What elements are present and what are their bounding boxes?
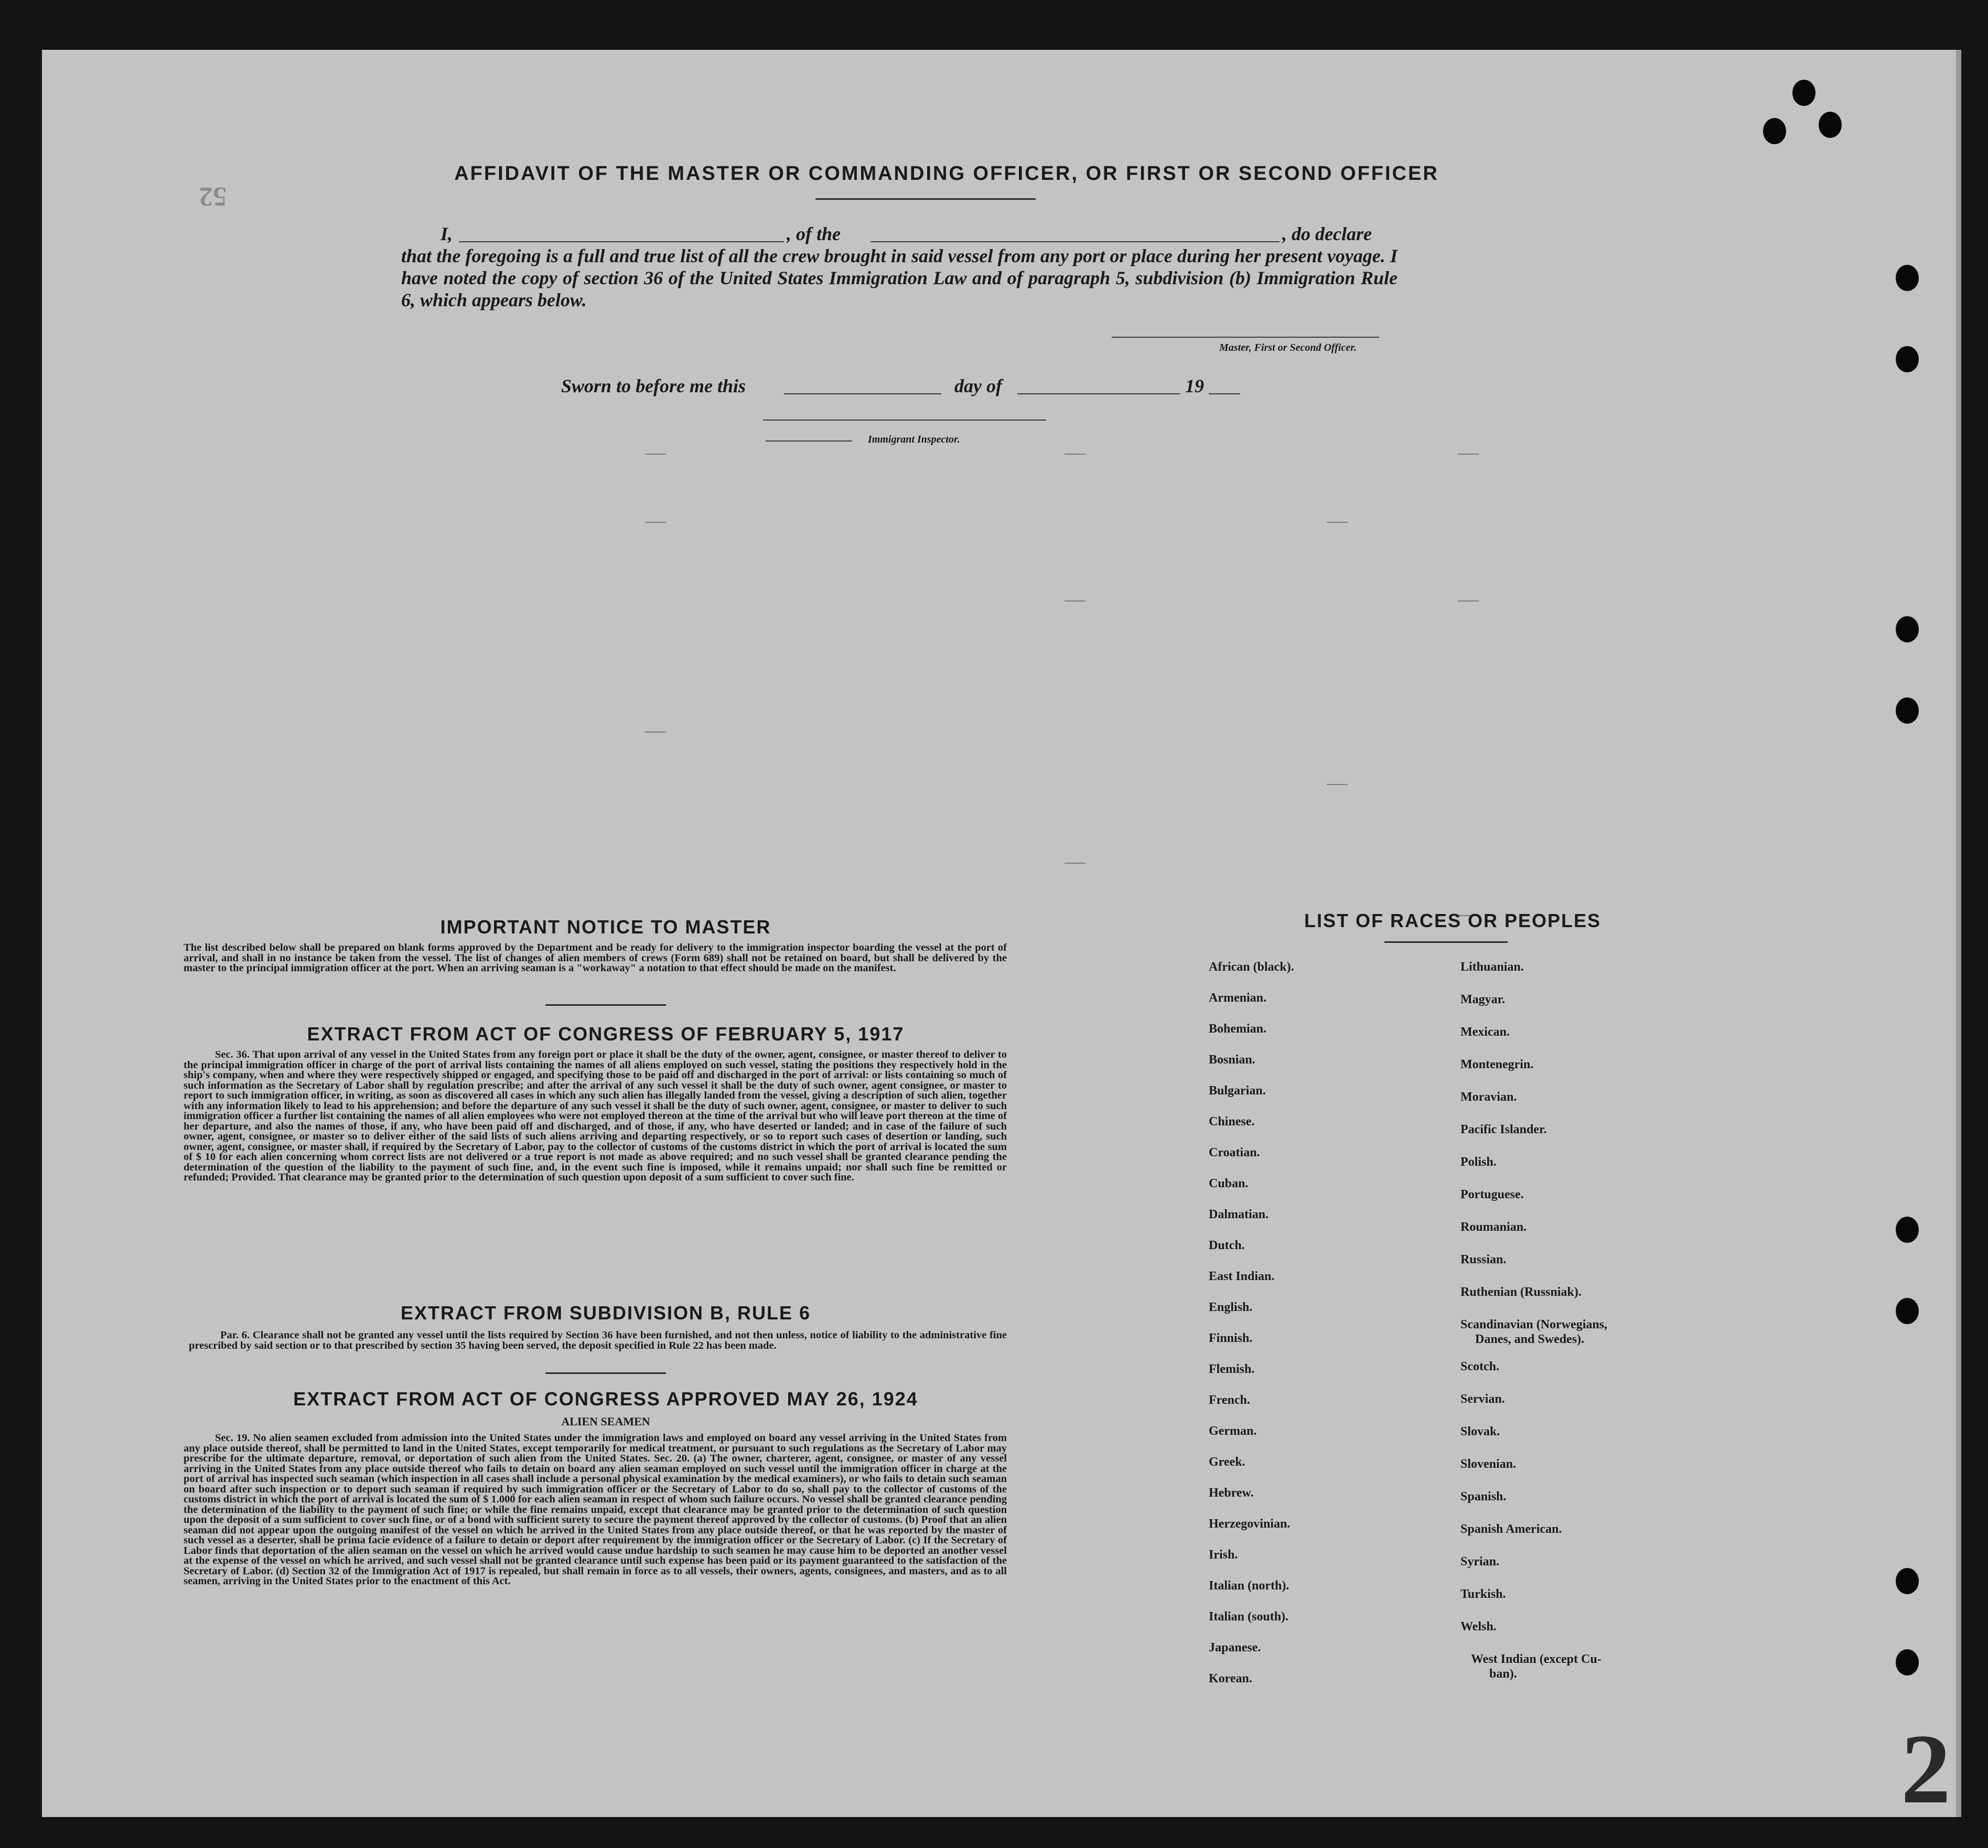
- sworn-day-line[interactable]: [784, 393, 941, 394]
- race-right: Portuguese.: [1460, 1188, 1524, 1201]
- race-left: Bohemian.: [1209, 1022, 1267, 1036]
- punch-hole: [1896, 346, 1919, 372]
- race-left: Japanese.: [1209, 1641, 1261, 1654]
- race-right: Lithuanian.: [1460, 960, 1524, 974]
- race-right: Spanish American.: [1460, 1522, 1562, 1536]
- faint-row-rule: [1327, 522, 1348, 523]
- faint-row-rule: [1327, 784, 1348, 785]
- faint-row-rule: [1458, 454, 1479, 455]
- race-left: Korean.: [1209, 1672, 1252, 1685]
- inspector-signature-line[interactable]: [763, 420, 1046, 421]
- race-left: German.: [1209, 1424, 1257, 1438]
- sworn-month-line[interactable]: [1017, 393, 1180, 394]
- affidavit-i-label: I,: [440, 223, 453, 244]
- faint-row-rule: [1065, 454, 1086, 455]
- faint-row-rule: [645, 732, 666, 733]
- race-right: Scotch.: [1460, 1360, 1499, 1373]
- inspector-short-line: [766, 440, 852, 442]
- punch-hole: [1896, 1217, 1919, 1243]
- faint-row-rule: [1065, 863, 1086, 864]
- officer-signature-label: Master, First or Second Officer.: [1219, 342, 1357, 353]
- subdivision-title: EXTRACT FROM SUBDIVISION B, RULE 6: [400, 1302, 811, 1324]
- punch-hole: [1792, 80, 1815, 106]
- extract-1924-title: EXTRACT FROM ACT OF CONGRESS APPROVED MAY 26, 1924: [293, 1388, 918, 1410]
- affidavit-body: that the foregoing is a full and true list of all the crew brought in said vessel from any port or place during her present voyage. I have noted the copy of section 36 of the United States Immigration Law and of paragraph 5, subdivision (b) Immigration Rule 6, which appears below.: [401, 245, 1398, 310]
- race-left: Greek.: [1209, 1455, 1245, 1469]
- title-rule: [815, 198, 1036, 200]
- faint-row-rule: [645, 522, 666, 523]
- year-label: 19: [1185, 375, 1204, 396]
- extract-1917-body: Sec. 36. That upon arrival of any vessel in the United States from any foreign port or place it shall be the duty of the owner, agent, consignee, or master thereof to deliver to the principal immigration officer in charge of the port of arrival lists containing the names of all aliens employed on such vessel, stating the positions they respectively hold in the ship's company, when and where they were respectively shipped or engaged, and specifying those to be paid off and discharged in the port of arrival: or lists containing so much of such information as the Secretary of Labor shall by regulation prescribe; and after the arrival of any such vessel it shall be the duty of such owner, agent consignee, or master to report to such immigration officer, in writing, as soon as discovered all cases in which any such alien has illegally landed from the vessel, giving a description of such alien, together with any information likely to lead to his apprehension; and before the departure of any such vessel it shall be the duty of such owner, agent, consignee, or master to deliver to such immigration officer a further list containing the names of all alien employees who were not employed thereon at the time of the arrival but who will leave port thereon at the time of her departure, and also the names of those, if any, who have been paid off and discharged, and of those, if any, who have deserted or landed; and in case of the failure of such owner, agent, consignee, or master so to deliver either of the said lists of such aliens arriving and departing respectively, or so to report such cases of desertion or landing, such owner, agent, consignee, or master shall, if required by the Secretary of Labor, pay to the collector of customs of the customs district in which the port of arrival is located the sum of $ 10 for each alien concerning whom correct lists are not delivered or a true report is not made as above required; and no such vessel shall be granted clearance pending the determination of the question of the liability to the payment of such fine, and, in the event such fine is imposed, while it remains unpaid; nor shall such fine be remitted or refunded; Provided. That clearance may be granted prior to the determination of such question upon deposit of a sum sufficient to cover such fine.: [184, 1049, 1007, 1183]
- race-left: Herzegovinian.: [1209, 1517, 1291, 1531]
- officer-signature-line[interactable]: [1112, 337, 1379, 338]
- race-right: Turkish.: [1460, 1587, 1506, 1601]
- extract-1924-body: Sec. 19. No alien seamen excluded from admission into the United States under the immigration laws and employed on board any vessel arriving in the United States from any place outside thereof, shall be permitted to land in the United States, except temporarily for medical treatment, or pursuant to such regulations as the Secretary of Labor may prescribe for the ultimate departure, removal, or deportation of such alien from the United States. Sec. 20. (a) The owner, charterer, agent, consignee, or master of any vessel arriving in the United States from any place outside thereof who fails to detain on board any alien seaman employed on such vessel until the immigration officer in charge at the port of arrival has inspected such seaman (which inspection in all cases shall include a personal physical examination by the medical examiners), or who fails to detain such seaman on board after such inspection or to deport such seaman if required by such immigration officer or the Secretary of Labor to do so, shall pay to the collector of customs of the customs district in which the port of arrival is located the sum of $ 1.000 for each alien seaman in respect of whom such failure occurs. No vessel shall be granted clearance pending the determination of the liability to the payment of such fine; or while the fine remains unpaid, except that clearance may be granted prior to the determination of such question upon the deposit of a sum sufficient to cover such fine, or of a bond with sufficient surety to secure the payment thereof approved by the collector of customs. (b) Proof that an alien seaman did not appear upon the outgoing manifest of the vessel on which he arrived in the United States from any place outside thereof, or that he was reported by the master of such vessel as a deserter, shall be prima facie evidence of a failure to detain or deport after requirement by the immigration officer or the Secretary of Labor. (c) If the Secretary of Labor finds that deportation of the alien seaman on the vessel on which he arrived would cause undue hardship to such seamen he may cause him to be deported an another vessel at the expense of the vessel on which he arrived, and such vessel shall not be granted clearance until such expense has been paid or its payment guaranteed to the satisfaction of the Secretary of Labor. (d) Section 32 of the Immigration Act of 1917 is repealed, but shall remain in force as to all vessels, their owners, agents, consignees, and masters, and as to all seamen, arriving in the United States prior to the enactment of this Act.: [184, 1432, 1007, 1587]
- race-left: Bulgarian.: [1209, 1084, 1266, 1098]
- punch-hole: [1896, 616, 1919, 642]
- race-right: Scandinavian (Norwegians,: [1460, 1318, 1608, 1331]
- race-right: Moravian.: [1460, 1090, 1517, 1104]
- sworn-label: Sworn to before me this: [561, 375, 746, 396]
- race-right: West Indian (except Cu-: [1471, 1652, 1602, 1666]
- race-right: Slovak.: [1460, 1425, 1500, 1438]
- notice-rule: [545, 1004, 666, 1006]
- race-right: Slovenian.: [1460, 1457, 1517, 1471]
- notice-body: The list described below shall be prepared on blank forms approved by the Department and be ready for delivery to the immigration inspector boarding the vessel at the port of arrival, and shall in no instance be taken from the vessel. The list of changes of alien members of crews (Form 689) shall not be retained on board, but shall be delivered by the master to the principal immigration officer at the port. When an arriving seaman is a "workaway" a notation to that effect should be made on the manifest.: [184, 942, 1007, 974]
- affidavit-declare-label: , do declare: [1282, 223, 1372, 244]
- punch-hole: [1896, 265, 1919, 291]
- race-left: Armenian.: [1209, 991, 1266, 1005]
- subdivision-body: Par. 6. Clearance shall not be granted any vessel until the lists required by Section 36 have been furnished, and not then unless, notice of liability to the administrative fine prescribed by said section or to that prescribed by section 35 having been served, the deposit specified in Rule 22 has been made.: [189, 1329, 1007, 1351]
- race-right: Welsh.: [1460, 1620, 1497, 1634]
- race-left: Italian (north).: [1209, 1579, 1289, 1593]
- race-right: Danes, and Swedes).: [1475, 1333, 1585, 1346]
- race-left: Dutch.: [1209, 1239, 1245, 1252]
- race-right: Ruthenian (Russniak).: [1460, 1285, 1582, 1299]
- faint-row-rule: [1458, 600, 1479, 601]
- race-right: Mexican.: [1460, 1025, 1510, 1039]
- extract-1917-title: EXTRACT FROM ACT OF CONGRESS OF FEBRUARY 5, 1917: [307, 1023, 905, 1045]
- races-title: LIST OF RACES OR PEOPLES: [1304, 910, 1602, 931]
- race-left: English.: [1209, 1301, 1253, 1314]
- punch-hole: [1896, 1649, 1919, 1675]
- sworn-year-line[interactable]: [1209, 393, 1240, 394]
- race-left: Bosnian.: [1209, 1053, 1255, 1067]
- day-of-label: day of: [954, 375, 1002, 396]
- name-field-line[interactable]: [459, 241, 784, 242]
- race-right: Polish.: [1460, 1155, 1497, 1169]
- race-left: East Indian.: [1209, 1270, 1275, 1283]
- document-page: [42, 50, 1961, 1817]
- race-left: Dalmatian.: [1209, 1208, 1269, 1221]
- race-left: Cuban.: [1209, 1177, 1249, 1190]
- race-left: Chinese.: [1209, 1115, 1255, 1129]
- race-right: Montenegrin.: [1460, 1058, 1534, 1071]
- race-right: Syrian.: [1460, 1555, 1500, 1568]
- vessel-field-line[interactable]: [871, 241, 1280, 242]
- race-left: French.: [1209, 1393, 1250, 1407]
- race-right: Russian.: [1460, 1253, 1507, 1266]
- punch-hole: [1896, 697, 1919, 724]
- race-left: Hebrew.: [1209, 1486, 1254, 1500]
- race-right: Roumanian.: [1460, 1220, 1527, 1234]
- punch-hole: [1763, 118, 1786, 144]
- race-left: Finnish.: [1209, 1331, 1253, 1345]
- race-left: Croatian.: [1209, 1146, 1260, 1159]
- inspector-label: Immigrant Inspector.: [868, 434, 960, 445]
- faint-row-rule: [1065, 600, 1086, 601]
- races-rule: [1384, 941, 1508, 943]
- race-right: Spanish.: [1460, 1490, 1507, 1503]
- race-left: Irish.: [1209, 1548, 1238, 1562]
- extract-1924-subtitle: ALIEN SEAMEN: [561, 1415, 650, 1428]
- affidavit-title: AFFIDAVIT OF THE MASTER OR COMMANDING OFFICER, OR FIRST OR SECOND OFFICER: [454, 163, 1439, 185]
- subdivision-rule: [545, 1372, 666, 1374]
- race-left: Flemish.: [1209, 1362, 1255, 1376]
- punch-hole: [1896, 1568, 1919, 1594]
- race-right: Servian.: [1460, 1392, 1505, 1406]
- notice-title: IMPORTANT NOTICE TO MASTER: [440, 916, 771, 938]
- race-right: ban).: [1489, 1667, 1517, 1681]
- race-right: Magyar.: [1460, 993, 1506, 1006]
- race-left: African (black).: [1209, 960, 1294, 974]
- faint-row-rule: [645, 454, 666, 455]
- punch-hole: [1896, 1298, 1919, 1324]
- corner-number: 2: [1901, 1714, 1951, 1817]
- race-right: Pacific Islander.: [1460, 1123, 1547, 1136]
- punch-hole: [1819, 112, 1842, 138]
- affidavit-of-the-label: , of the: [787, 223, 841, 244]
- page-number-mark: 52: [199, 181, 227, 211]
- race-left: Italian (south).: [1209, 1610, 1289, 1624]
